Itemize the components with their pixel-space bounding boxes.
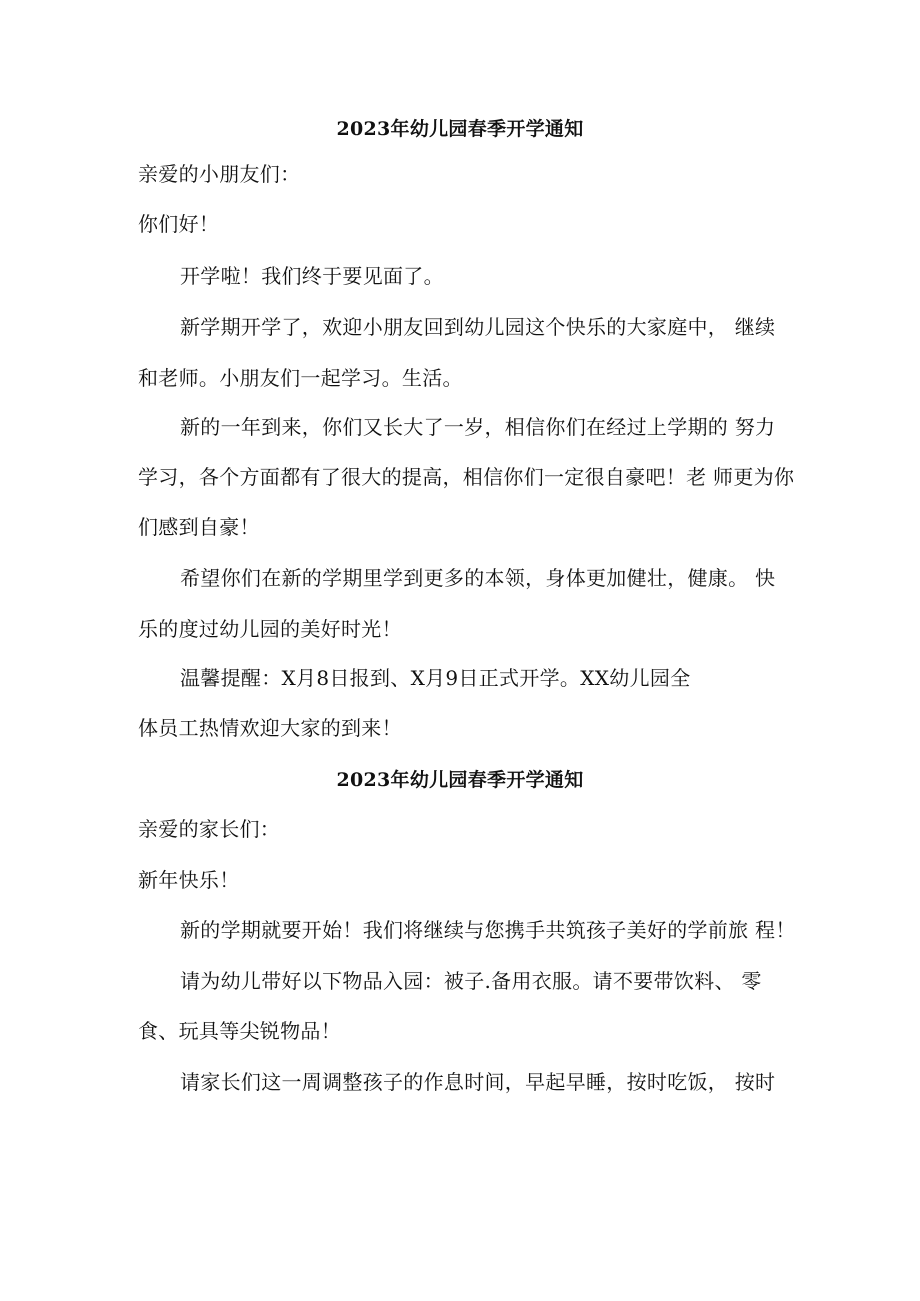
notice-1-paragraph-2-line-1: 新学期开学了，欢迎小朋友回到幼儿园这个快乐的大家庭中， 继续 [180,315,776,339]
notice-1-paragraph-3-line-3: 们感到自豪！ [138,515,260,539]
notice-2-paragraph-3-line-1: 请家长们这一周调整孩子的作息时间，早起早睡，按时吃饭， 按时 [180,1070,776,1094]
notice-1-paragraph-4-line-1: 希望你们在新的学期里学到更多的本领，身体更加健壮，健康。 快 [180,566,776,590]
notice-2-paragraph-2-line-1: 请为幼儿带好以下物品入园：被子.备用衣服。请不要带饮料、 零 [180,969,762,993]
notice-1-title: 2023年幼儿园春季开学通知 [336,118,584,140]
notice-1-reminder-line-2: 体员工热情欢迎大家的到来！ [138,716,402,740]
notice-1-reminder-line-1: 温馨提醒：X月8日报到、X月9日正式开学。XX幼儿园全 [180,666,691,690]
notice-1-paragraph-3-line-2: 学习，各个方面都有了很大的提高，相信你们一定很自豪吧！老 师更为你 [138,465,795,489]
notice-1-paragraph-3-line-1: 新的一年到来，你们又长大了一岁，相信你们在经过上学期的 努力 [180,415,776,439]
notice-1-greeting: 你们好！ [138,212,220,236]
notice-2-paragraph-1: 新的学期就要开始！我们将继续与您携手共筑孩子美好的学前旅 程！ [180,918,796,942]
notice-1-paragraph-1: 开学啦！我们终于要见面了。 [180,264,444,288]
notice-1-paragraph-4-line-2: 乐的度过幼儿园的美好时光！ [138,617,402,641]
notice-2-paragraph-2-line-2: 食、玩具等尖锐物品！ [138,1019,341,1043]
notice-1-paragraph-2-line-2: 和老师。小朋友们一起学习。生活。 [138,366,463,390]
notice-1-salutation: 亲爱的小朋友们： [138,162,301,186]
notice-2-title: 2023年幼儿园春季开学通知 [336,769,584,791]
notice-2-salutation: 亲爱的家长们： [138,817,281,841]
notice-2-greeting: 新年快乐！ [138,868,240,892]
